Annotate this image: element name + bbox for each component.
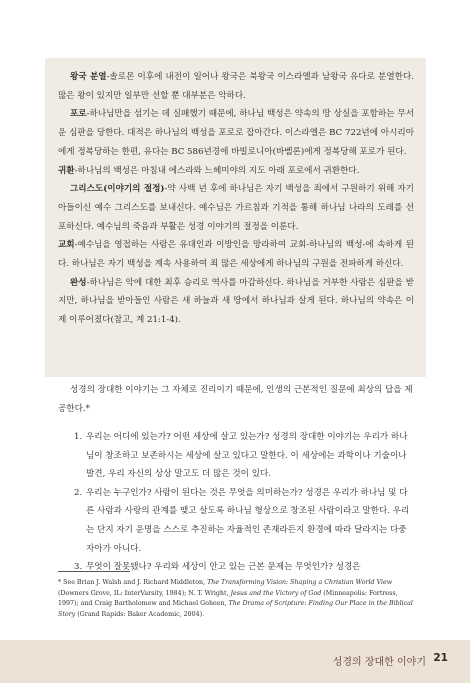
entry-term: 교회 — [58, 240, 75, 251]
list-item — [74, 484, 414, 558]
entry-return: 귀환-하나님의 백성은 마침내 에스라와 느헤미야의 지도 아래 포로에서 귀환한다. — [58, 165, 360, 176]
intro-paragraph: 성경의 장대한 이야기는 그 자체로 진리이기 때문에, 인생의 근본적인 질문에 최상의 답을 제공한다.* — [58, 385, 413, 414]
entry-text: 하나님의 백성은 마침내 에스라와 느헤미야의 지도 아래 포로에서 귀환한다. — [77, 165, 360, 176]
storyline-entries — [58, 68, 414, 330]
entry-text: 하나님은 악에 대한 최후 승리로 역사를 마감하신다. 하나님을 거부한 사람은 심판을 받지만, 하나님을 받아들인 사람은 새 하늘과 새 땅에서 하나님과 살게 된다. 하나님의 약속은 이제 이루어졌다(참고, 계 21:1-4). — [58, 277, 414, 326]
list-item — [74, 428, 414, 484]
entry-term: 포로 — [70, 109, 87, 120]
list-text: 우리는 누구인가? 사람이 된다는 것은 무엇을 의미하는가? 성경은 우리가 하나님 및 다른 사람과 사랑의 관계를 맺고 살도록 하나님 형상으로 창조된 사람이라고 말한다. 우리는 단지 자기 운명을 스스로 추진하는 자율적인 존재라든지 환경에 따라 달라지는 다중 자아가 아니다. — [86, 487, 410, 554]
entry-christ: 그리스도(이야기의 절정)-약 사백 년 후에 하나님은 자기 백성을 죄에서 구원하기 위해 자기 아들이신 예수 그리스도를 보내신다. 예수님은 가르침과 기적을 통해 하나님 나라의 도래를 선포하신다. 예수님의 죽음과 부활은 성경 이야기의 절정을 이룬다. — [58, 184, 414, 232]
list-item — [74, 558, 414, 577]
list-text: 무엇이 잘못됐나? 우리와 세상이 안고 있는 근본 문제는 무엇인가? 성경은 — [86, 562, 361, 573]
entry-term: 그리스도(이야기의 절정) — [70, 184, 165, 195]
list-text: 우리는 어디에 있는가? 어떤 세상에 살고 있는가? 성경의 장대한 이야기는 우리가 하나님이 창조하고 보존하시는 세상에 살고 있다고 말한다. 이 세상에는 과학이나 기술이나 발견, 우리 자신의 상상 말고도 더 많은 것이 있다. — [86, 432, 408, 480]
footnote-divider — [58, 571, 130, 572]
entry-text: 예수님을 영접하는 사람은 유대인과 이방인을 망라하여 교회-하나님의 백성-에 속하게 된다. 하나님은 자기 백성을 계속 사용하여 죄 많은 세상에게 하나님의 구원을 전파하게 하신다. — [58, 240, 414, 270]
list-number: 1. — [74, 432, 83, 442]
footnote: * See Brian J. Walsh and J. Richard Middleton, The Transforming Vision: Shaping a Christian World View (Downers Grove, IL: InterVarsity, 1984); N. T. Wright, Jesus and the Victory of God (Minneapolis: Fortress, 1997); and Craig Bartholomew and Michael Goheen, The Drama of Scripture: Finding Our Place in the Biblical Story (Grand Rapids: Baker Academic, 2004). — [58, 579, 413, 618]
question-list — [74, 428, 414, 577]
entry-term: 완성 — [70, 277, 87, 288]
entry-consummation: 완성-하나님은 악에 대한 최후 승리로 역사를 마감하신다. 하나님을 거부한 사람은 심판을 받지만, 하나님을 받아들인 사람은 새 하늘과 새 땅에서 하나님과 살게 된다. 하나님의 약속은 이제 이루어졌다(참고, 계 21:1-4). — [58, 277, 414, 326]
entry-text: 솔로몬 이후에 내전이 일어나 왕국은 북왕국 이스라엘과 남왕국 유다로 분열한다. 많은 왕이 있지만 일부만 선할 뿐 대부분은 악하다. — [58, 72, 414, 101]
entry-text: 약 사백 년 후에 하나님은 자기 백성을 죄에서 구원하기 위해 자기 아들이신 예수 그리스도를 보내신다. 예수님은 가르침과 기적을 통해 하나님 나라의 도래를 선포하신다. 예수님의 죽음과 부활은 성경 이야기의 절정을 이룬다. — [58, 184, 414, 232]
entry-kingdom-division: 왕국 분열-솔로몬 이후에 내전이 일어나 왕국은 북왕국 이스라엘과 남왕국 유다로 분열한다. 많은 왕이 있지만 일부만 선할 뿐 대부분은 악하다. — [58, 72, 414, 101]
list-number: 3. — [74, 562, 83, 573]
entry-term: 왕국 분열 — [70, 72, 107, 82]
entry-term: 귀환 — [58, 165, 75, 176]
list-number: 2. — [74, 487, 83, 498]
page-number: 21 — [433, 652, 448, 664]
entry-church: 교회-예수님을 영접하는 사람은 유대인과 이방인을 망라하여 교회-하나님의 백성-에 속하게 된다. 하나님은 자기 백성을 계속 사용하여 죄 많은 세상에게 하나님의 구원을 전파하게 하신다. — [58, 240, 414, 270]
entry-text: 하나님만을 섬기는 데 실패했기 때문에, 하나님 백성은 약속의 땅 상실을 포함하는 무서운 심판을 당한다. 대적은 하나님의 백성을 포로로 잡아간다. 이스라엘은 BC 722년에 아시리아에게 정복당하는 한편, 유다는 BC 586년경에 바빌로니아(바벨론)에게 정복당해 포로가 된다. — [58, 109, 414, 157]
entry-exile: 포로-하나님만을 섬기는 데 실패했기 때문에, 하나님 백성은 약속의 땅 상실을 포함하는 무서운 심판을 당한다. 대적은 하나님의 백성을 포로로 잡아간다. 이스라엘은 BC 722년에 아시리아에게 정복당하는 한편, 유다는 BC 586년경에 바빌로니아(바벨론)에게 정복당해 포로가 된다. — [58, 109, 414, 157]
running-title: 성경의 장대한 이야기 — [332, 657, 426, 668]
